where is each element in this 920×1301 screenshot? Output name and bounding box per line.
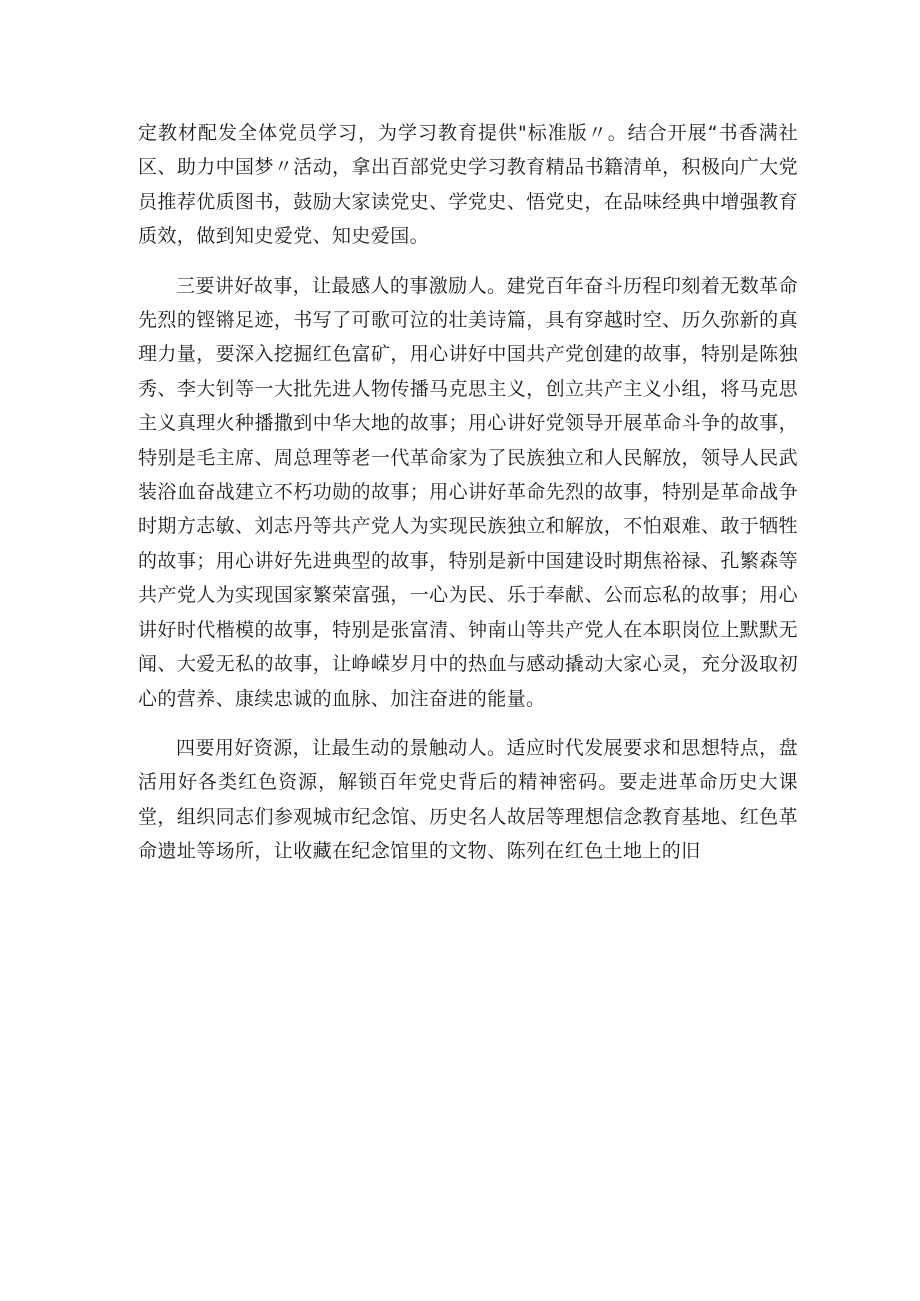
- paragraph-3: 四要用好资源，让最生动的景触动人。适应时代发展要求和思想特点，盘活用好各类红色资源，解锁百年党史背后的精神密码。要走进革命历史大课堂，组织同志们参观城市纪念馆、历史名人故居等理想信念教育基地、红色革命遗址等场所，让收藏在纪念馆里的文物、陈列在红色土地上的旧: [138, 736, 798, 863]
- document-body: [138, 116, 798, 869]
- paragraph-2: 三要讲好故事，让最感人的事激励人。建党百年奋斗历程印刻着无数革命先烈的铿锵足迹，书写了可歌可泣的壮美诗篇，具有穿越时空、历久弥新的真理力量，要深入挖掘红色富矿，用心讲好中国共产党创建的故事，特别是陈独秀、李大钊等一大批先进人物传播马克思主义，创立共产主义小组，将马克思主义真理火种播撒到中华大地的故事；用心讲好党领导开展革命斗争的故事，特别是毛主席、周总理等老一代革命家为了民族独立和人民解放，领导人民武装浴血奋战建立不朽功勋的故事；用心讲好革命先烈的故事，特别是革命战争时期方志敏、刘志丹等共产党人为实现民族独立和解放，不怕艰难、敢于牺牲的故事；用心讲好先进典型的故事，特别是新中国建设时期焦裕禄、孔繁森等共产党人为实现国家繁荣富强，一心为民、乐于奉献、公而忘私的故事；用心讲好时代楷模的故事，特别是张富清、钟南山等共产党人在本职岗位上默默无闻、大爱无私的故事，让峥嵘岁月中的热血与感动撬动大家心灵，充分汲取初心的营养、康续忠诚的血脉、加注奋进的能量。: [138, 274, 798, 710]
- paragraph-1: 定教材配发全体党员学习，为学习教育提供"标准版〃。结合开展“书香满社区、助力中国梦〃活动，拿出百部党史学习教育精品书籍清单，积极向广大党员推荐优质图书，鼓励大家读党史、学党史、悟党史，在品味经典中增强教育质效，做到知史爱党、知史爱国。: [138, 122, 798, 248]
